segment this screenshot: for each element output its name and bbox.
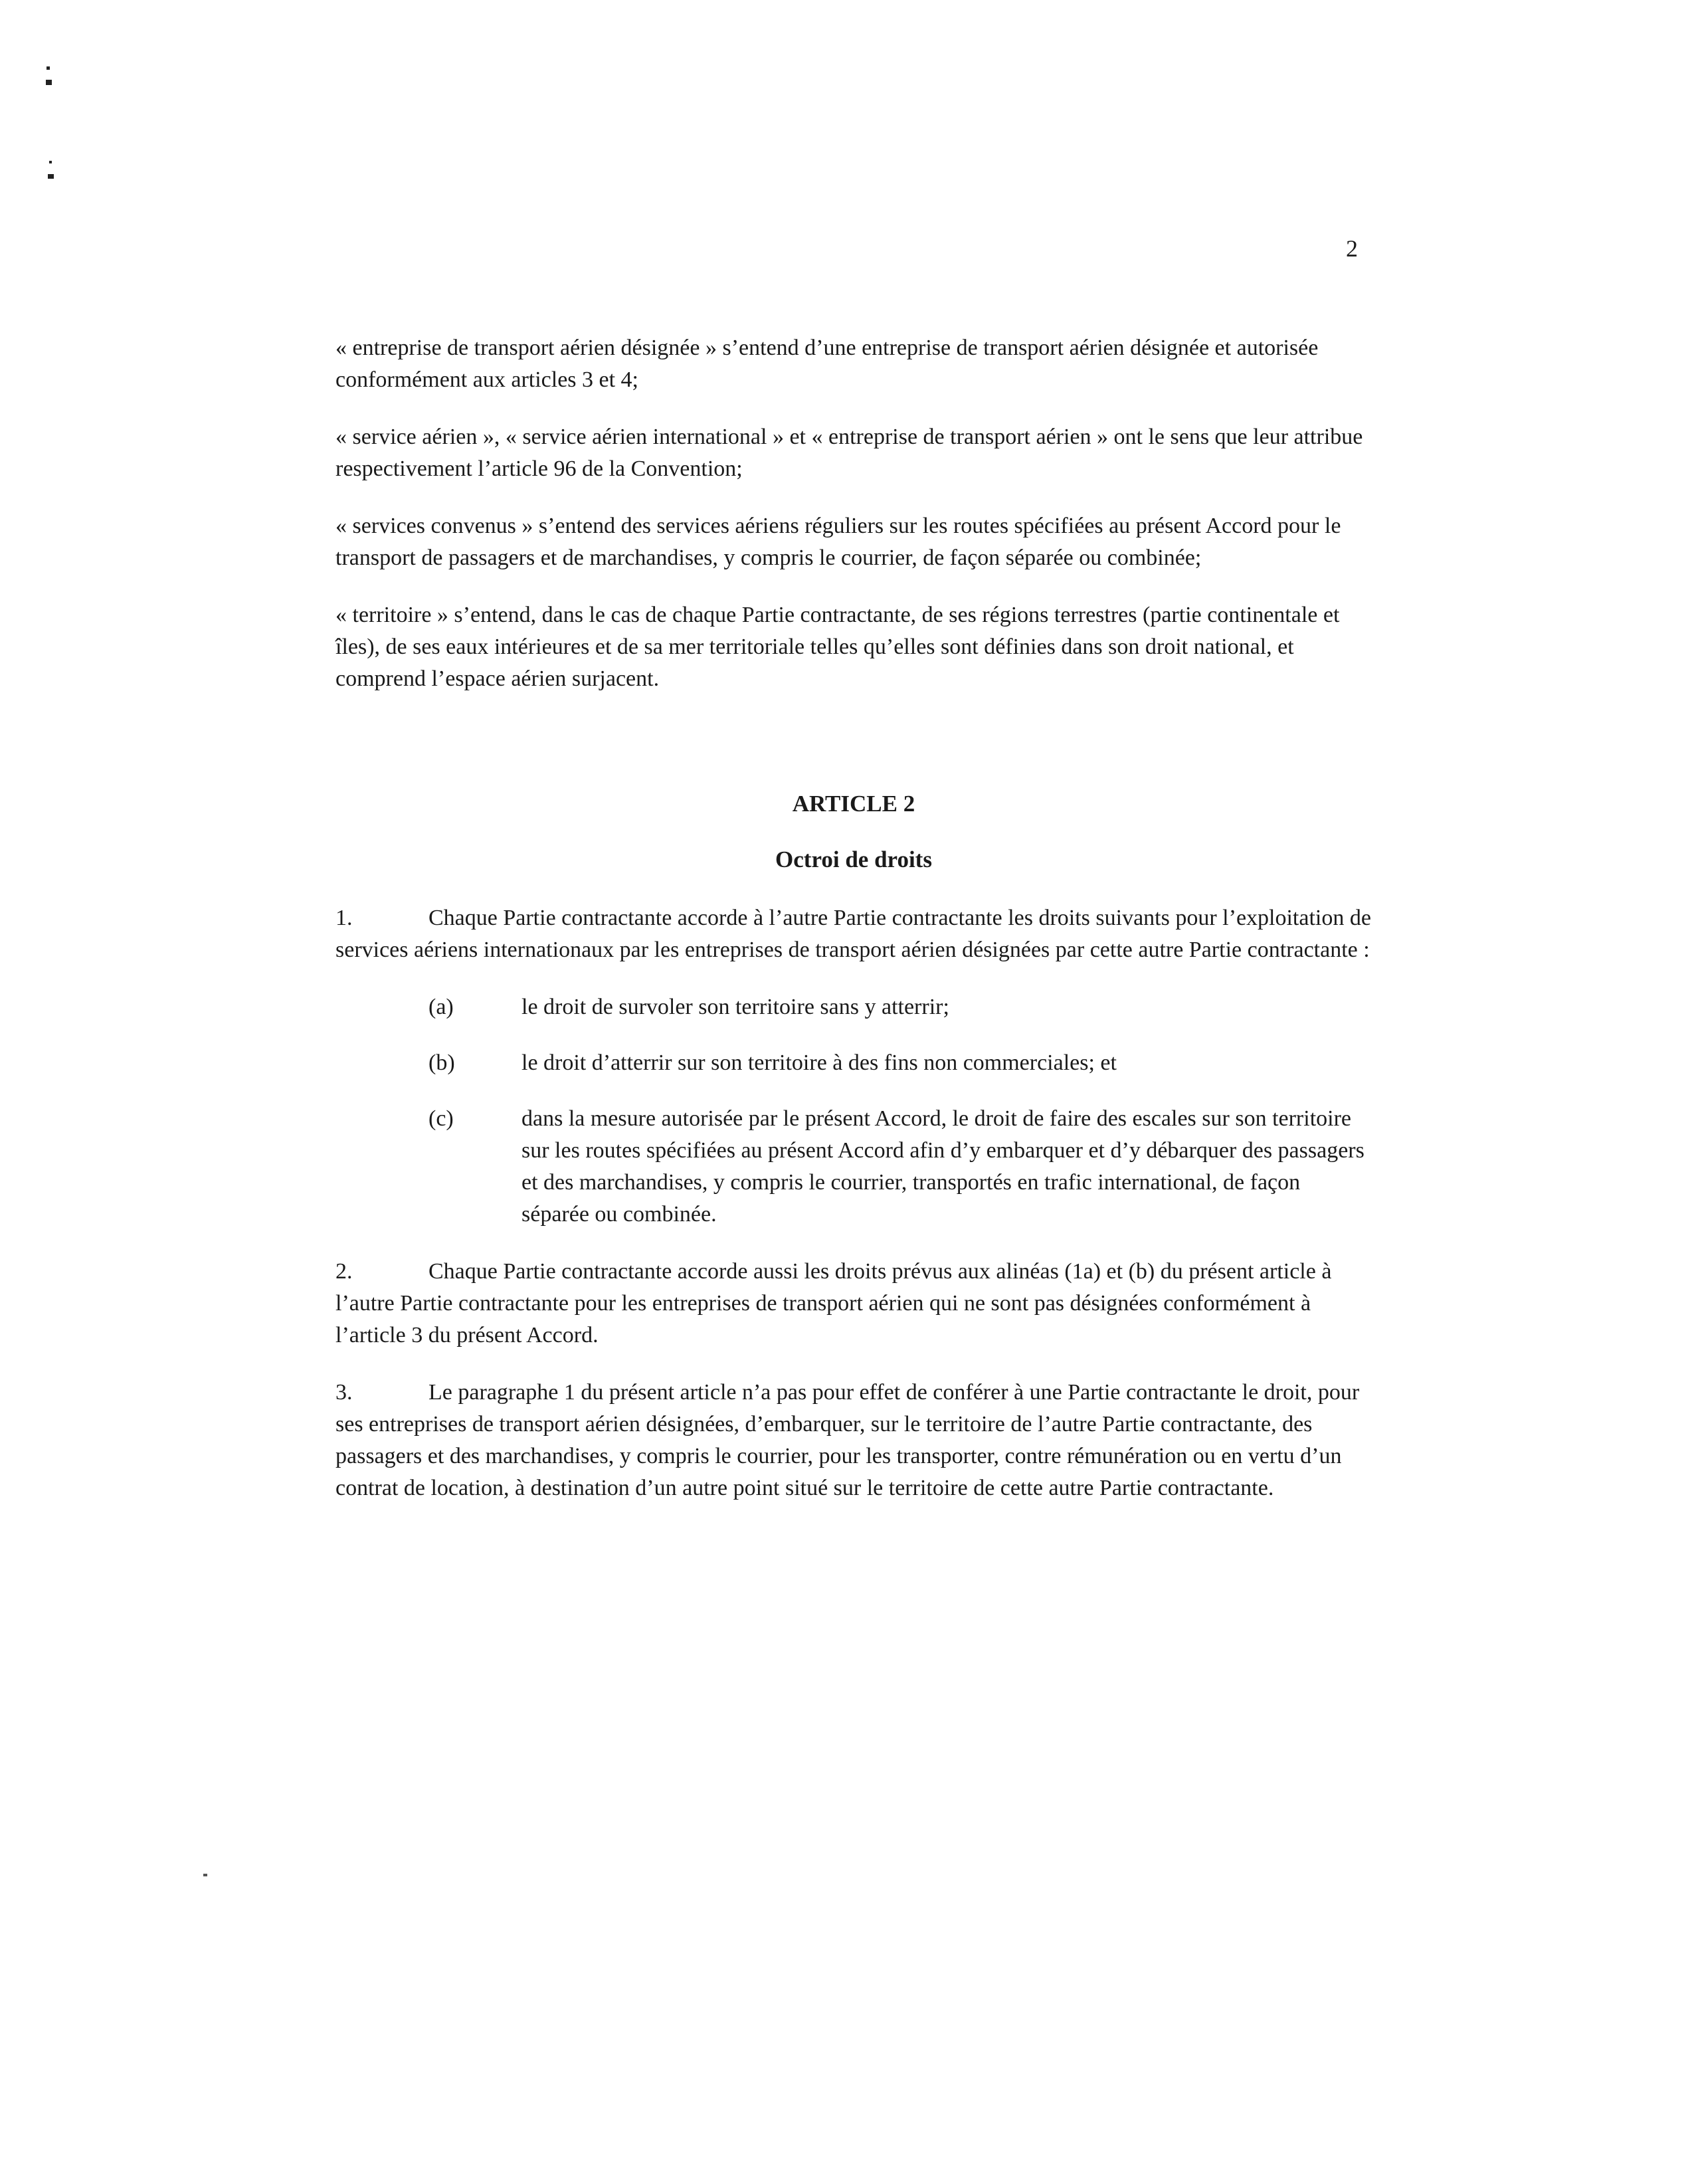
numbered-paragraph <box>335 902 1372 966</box>
list-item-label: (c) <box>428 1106 454 1131</box>
paragraph-text: Chaque Partie contractante accorde à l’autre Partie contractante les droits suivants pour l’exploitation de services aériens internationaux par les entreprises de transport aérien désignées par cette autre Partie contractante : <box>335 906 1371 962</box>
definition-paragraph: « territoire » s’entend, dans le cas de chaque Partie contractante, de ses régions terrestres (partie continentale et îles), de ses eaux intérieures et de sa mer territoriale telles qu’elles sont définies dans son droit national, et comprend l’espace aérien surjacent. <box>335 603 1340 691</box>
page-number: 2 <box>1346 235 1358 262</box>
paragraph-number: 1. <box>335 906 353 930</box>
list-item-text: dans la mesure autorisée par le présent Accord, le droit de faire des escales sur son territoire sur les routes spécifiées au présent Accord afin d’y embarquer et d’y débarquer des passagers et des marchandises, y compris le courrier, transportés en trafic international, de façon séparée ou combinée. <box>521 1106 1365 1227</box>
scan-speck <box>203 1874 207 1876</box>
paragraph-number: 3. <box>335 1380 353 1405</box>
article-title: ARTICLE 2 <box>792 791 915 817</box>
list-item-text: le droit d’atterrir sur son territoire à des fins non commerciales; et <box>521 1050 1117 1075</box>
scan-speck <box>47 66 50 70</box>
list-item-label: (b) <box>428 1050 455 1075</box>
numbered-paragraph <box>335 1256 1372 1351</box>
scan-speck <box>48 174 54 179</box>
article-subtitle: Octroi de droits <box>775 846 932 872</box>
definition-paragraph: « service aérien », « service aérien international » et « entreprise de transport aérien » ont le sens que leur attribue respectivement l’article 96 de la Convention; <box>335 425 1363 481</box>
list-item-text: le droit de survoler son territoire sans y atterrir; <box>521 995 949 1019</box>
document-body <box>335 332 1372 1530</box>
rights-list <box>335 991 1372 1231</box>
definition-paragraph: « entreprise de transport aérien désignée » s’entend d’une entreprise de transport aérien désignée et autorisée conformément aux articles 3 et 4; <box>335 336 1319 392</box>
list-item <box>335 991 1372 1023</box>
list-item-label: (a) <box>428 995 454 1019</box>
list-item <box>335 1103 1372 1231</box>
scan-speck <box>49 161 52 163</box>
paragraph-text: Chaque Partie contractante accorde aussi les droits prévus aux alinéas (1a) et (b) du présent article à l’autre Partie contractante pour les entreprises de transport aérien qui ne sont pas désignées conformément à l’article 3 du présent Accord. <box>335 1259 1332 1347</box>
list-item <box>335 1047 1372 1079</box>
paragraph-text: Le paragraphe 1 du présent article n’a pas pour effet de conférer à une Partie contractante le droit, pour ses entreprises de transport aérien désignées, d’embarquer, sur le territoire de l’autre Partie contractante, des passagers et des marchandises, y compris le courrier, pour les transporter, contre rémunération ou en vertu d’un contrat de location, à destination d’un autre point situé sur le territoire de cette autre Partie contractante. <box>335 1380 1360 1500</box>
definition-paragraph: « services convenus » s’entend des services aériens réguliers sur les routes spécifiées au présent Accord pour le transport de passagers et de marchandises, y compris le courrier, de façon séparée ou combinée; <box>335 514 1341 570</box>
scan-speck <box>46 80 52 85</box>
numbered-paragraph <box>335 1377 1372 1504</box>
paragraph-number: 2. <box>335 1259 353 1284</box>
